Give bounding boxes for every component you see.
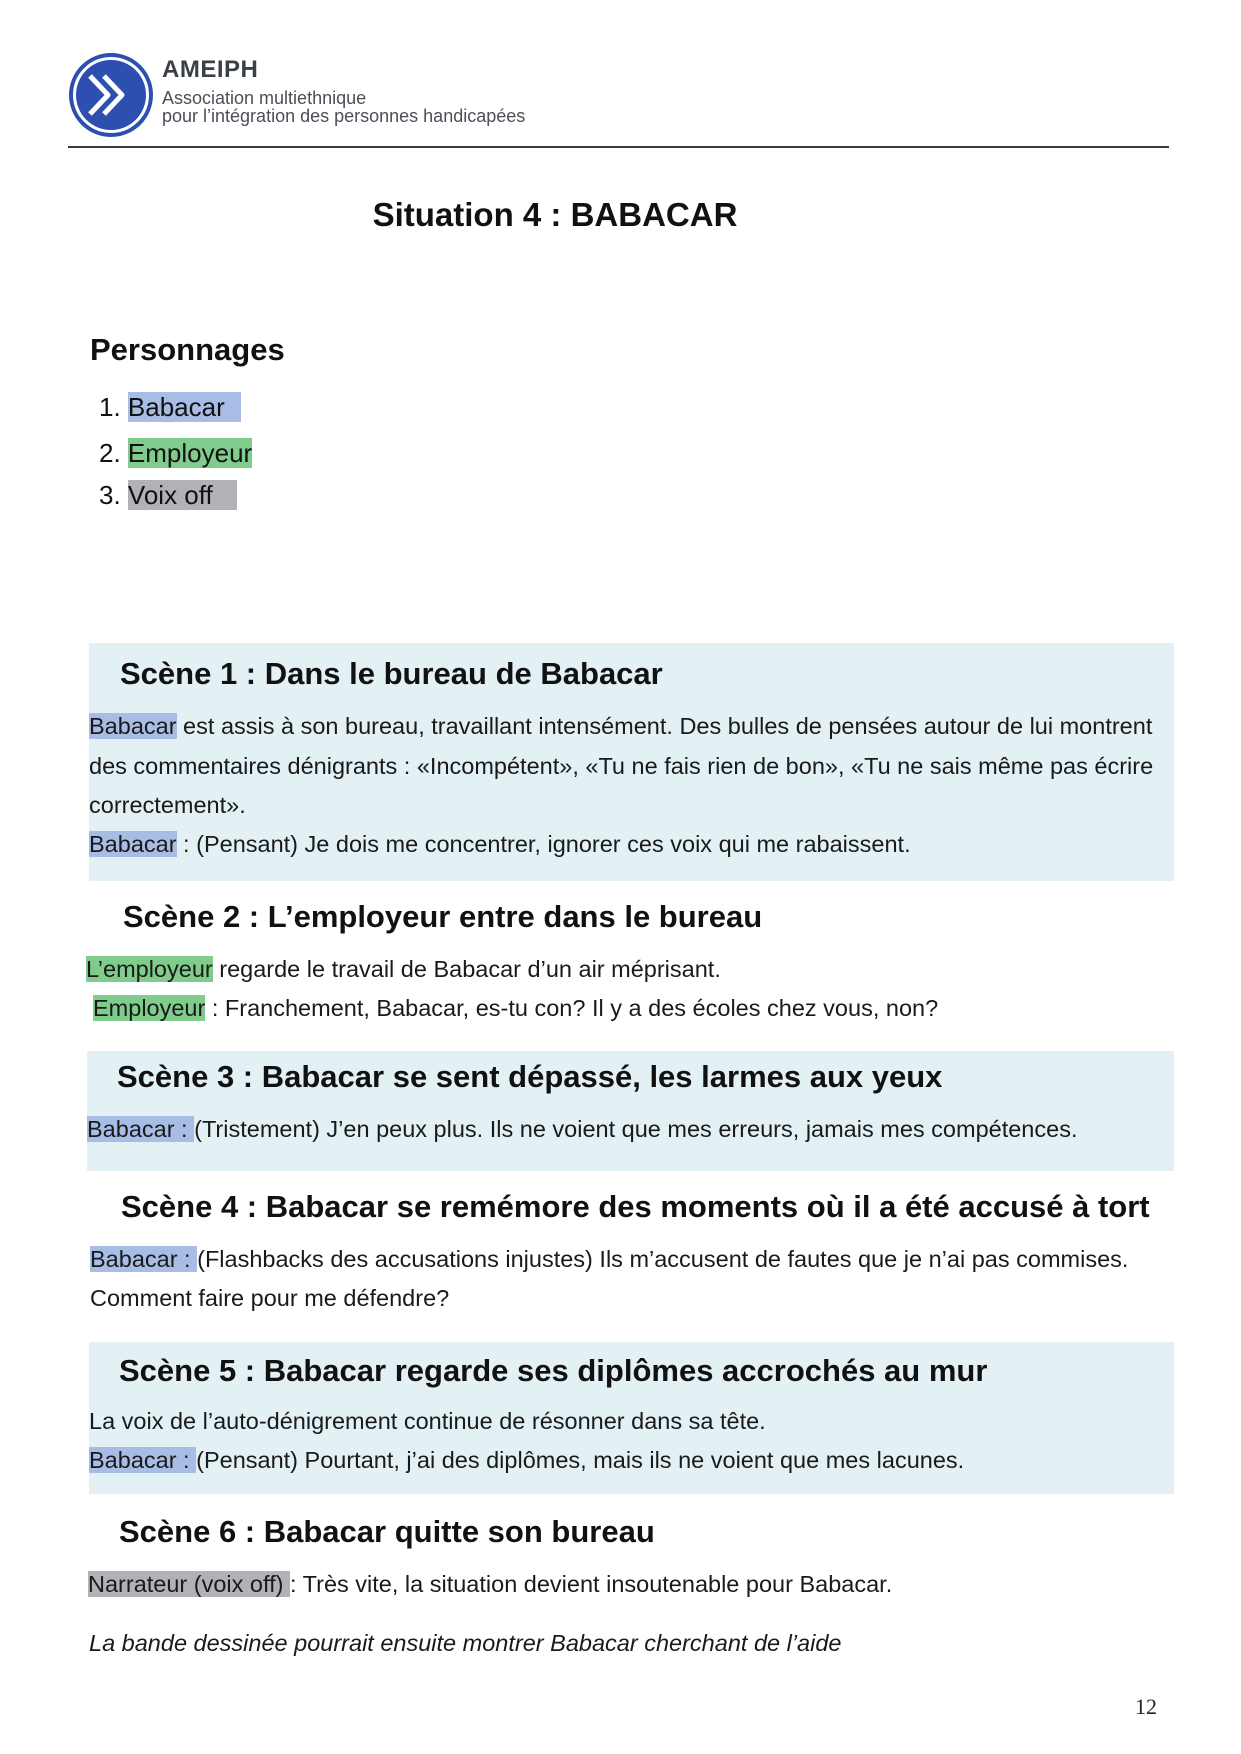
scene-1-line-4: Babacar : (Pensant) Je dois me concentrer, ignorer ces voix qui me rabaissent.: [89, 831, 911, 857]
scene-3-line-1: Babacar : (Tristement) J’en peux plus. Ils ne voient que mes erreurs, jamais mes compétences.: [87, 1116, 1078, 1142]
scene-5-line-1: La voix de l’auto-dénigrement continue de résonner dans sa tête.: [89, 1408, 766, 1434]
scene-6-line-1: Narrateur (voix off) : Très vite, la situation devient insoutenable pour Babacar.: [88, 1571, 893, 1597]
scene-1-line-2: des commentaires dénigrants : «Incompétent», «Tu ne fais rien de bon», «Tu ne sais même pas écrire: [89, 753, 1154, 779]
page-number: 12: [1135, 1694, 1157, 1719]
scene-6-title: Scène 6 : Babacar quitte son bureau: [119, 1514, 655, 1549]
scene-2-line-1: L’employeur regarde le travail de Babacar d’un air méprisant.: [86, 956, 721, 982]
scene-4-line-2: Comment faire pour me défendre?: [90, 1285, 450, 1311]
scene-2-title: Scène 2 : L’employeur entre dans le bureau: [123, 899, 763, 934]
character-name-voix-off: Voix off: [128, 480, 237, 510]
character-list-item: 3. Voix off: [99, 480, 237, 511]
personnages-heading: Personnages: [90, 332, 285, 367]
character-list-item: 1. Babacar: [99, 392, 241, 423]
character-name-employeur: Employeur: [127, 438, 253, 468]
scene-1-title: Scène 1 : Dans le bureau de Babacar: [120, 656, 663, 691]
org-subtitle-line2: pour l’intégration des personnes handicapées: [162, 106, 526, 126]
double-chevron-logo-icon: [68, 52, 154, 138]
scene-4-line-1: Babacar : (Flashbacks des accusations injustes) Ils m’accusent de fautes que je n’ai pas commises.: [90, 1246, 1129, 1272]
character-list-item: 2. Employeur: [99, 438, 253, 468]
org-subtitle-line1: Association multiethnique: [162, 88, 367, 108]
scene-1-line-1: Babacar est assis à son bureau, travaillant intensément. Des bulles de pensées autour de lui montrent: [89, 713, 1153, 739]
org-name: AMEIPH: [162, 56, 259, 83]
scene-1-line-3: correctement».: [89, 792, 246, 818]
scene-5-line-2: Babacar : (Pensant) Pourtant, j’ai des diplômes, mais ils ne voient que mes lacunes.: [89, 1447, 965, 1473]
header-divider: [68, 146, 1169, 148]
scene-5-title: Scène 5 : Babacar regarde ses diplômes accrochés au mur: [119, 1353, 988, 1388]
page-title: Situation 4 : BABACAR: [372, 196, 738, 233]
scene-4-title: Scène 4 : Babacar se remémore des moments où il a été accusé à tort: [121, 1189, 1150, 1224]
scene-2-line-2: Employeur : Franchement, Babacar, es-tu con? Il y a des écoles chez vous, non?: [93, 995, 939, 1021]
character-name-babacar: Babacar: [128, 392, 241, 422]
scene-3-title: Scène 3 : Babacar se sent dépassé, les larmes aux yeux: [117, 1059, 943, 1094]
closing-note: La bande dessinée pourrait ensuite montrer Babacar cherchant de l’aide: [89, 1630, 842, 1656]
